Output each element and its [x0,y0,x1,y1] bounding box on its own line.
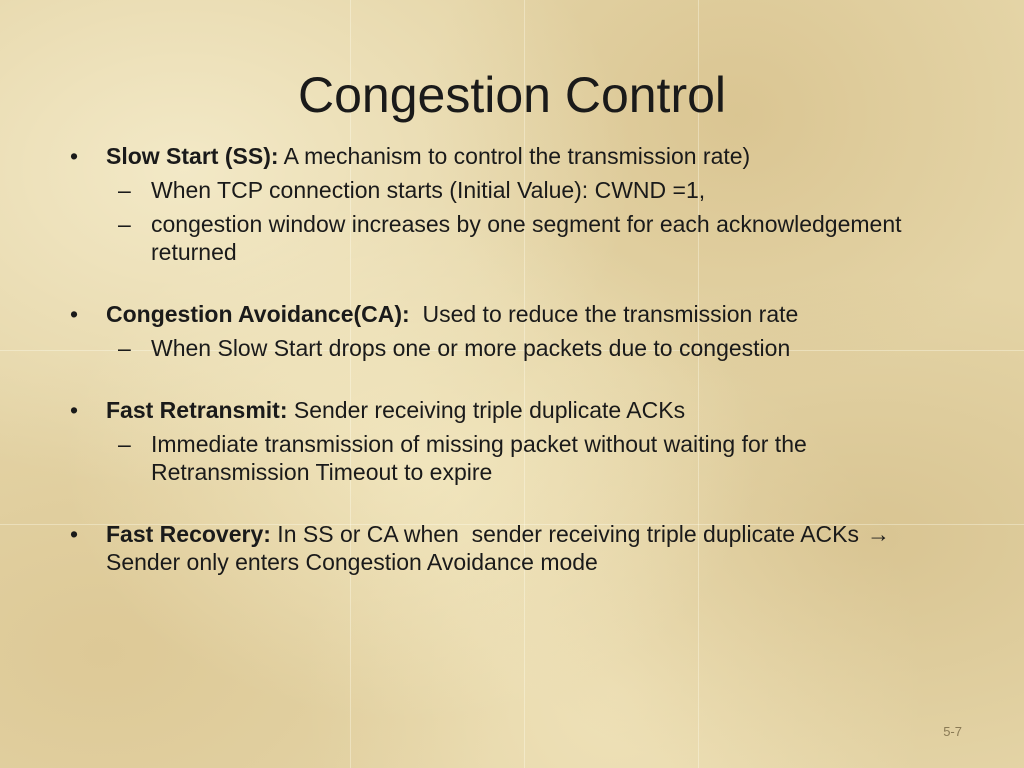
page-number: 5-7 [943,724,962,739]
bullet-description: In SS or CA when sender receiving triple duplicate ACKs [270,521,860,547]
bullet-group-congestion-avoidance [70,300,970,362]
bullet-term: Slow Start (SS): [106,143,279,169]
sub-bullet-text: congestion window increases by one segment for each acknowledgement returned [151,211,902,265]
slide-title: Congestion Control [297,67,727,123]
bullet-term: Fast Retransmit: [106,397,288,423]
bullet-description: Used to reduce the transmission rate [409,301,799,327]
bullet-group-slow-start [70,142,970,266]
bullet-item [70,396,970,424]
bullet-description-continued: Sender only enters Congestion Avoidance mode [106,549,598,575]
bullet-icon: • [70,397,79,423]
sub-bullet-text: When TCP connection starts (Initial Value): CWND =1, [151,177,706,203]
dash-icon: – [118,335,131,361]
bullet-description: Sender receiving triple duplicate ACKs [287,397,686,423]
bullet-group-fast-recovery [70,520,970,576]
sub-bullet-text: When Slow Start drops one or more packets due to congestion [151,335,791,361]
bullet-item [70,300,970,328]
bullet-term: Congestion Avoidance(CA): [106,301,410,327]
slide-content [70,142,970,610]
bullet-item [70,142,970,170]
bullet-icon: • [70,521,79,547]
sub-bullet-text: Immediate transmission of missing packet without waiting for the Retransmission Timeout to expire [151,431,807,485]
dash-icon: – [118,177,131,203]
bullet-group-fast-retransmit [70,396,970,486]
dash-icon: – [118,211,131,237]
bullet-icon: • [70,143,79,169]
sub-bullet-item [118,210,970,266]
dash-icon: – [118,431,131,457]
bullet-item [70,520,970,576]
bullet-description: A mechanism to control the transmission rate) [278,143,751,169]
right-arrow-icon: → [867,521,891,547]
sub-bullet-item [118,334,970,362]
sub-bullet-item [118,176,970,204]
sub-bullet-item [118,430,970,486]
bullet-icon: • [70,301,79,327]
bullet-term: Fast Recovery: [106,521,271,547]
